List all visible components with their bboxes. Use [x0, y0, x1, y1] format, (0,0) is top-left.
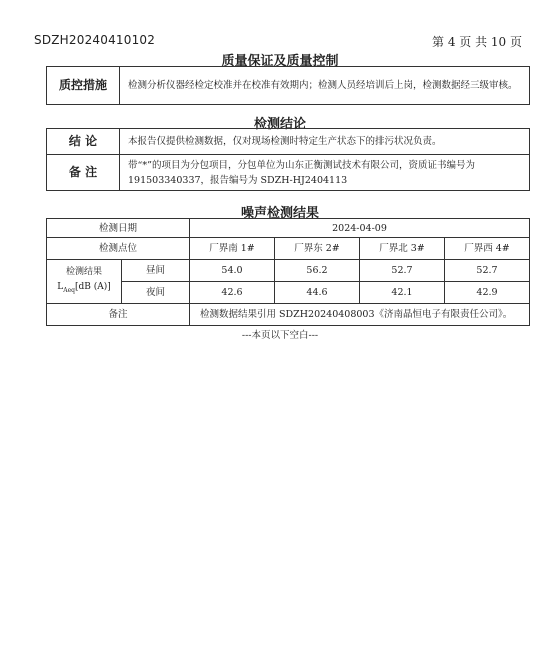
night-value-3: 42.1 — [360, 282, 445, 304]
noise-remark-label: 备注 — [47, 304, 190, 326]
result-label-main: 检测结果 — [65, 267, 102, 278]
night-value-2: 44.6 — [275, 282, 360, 304]
qa-table — [46, 66, 530, 105]
end-of-page-note: ---本页以下空白--- — [241, 330, 319, 341]
qa-label: 质控措施 — [47, 67, 120, 105]
night-value-4: 42.9 — [445, 282, 530, 304]
point-label: 检测点位 — [47, 238, 190, 260]
noise-section-title: 噪声检测结果 — [240, 206, 319, 221]
result-label-L: L — [57, 282, 64, 293]
result-label — [47, 260, 122, 304]
page-info: 第 4 页 共 10 页 — [432, 35, 522, 49]
remark-text: 带“*”的项目为分包项目，分包单位为山东正衡测试技术有限公司，资质证书编号为191503340337，报告编号为 SDZH-HJ2404113 — [120, 155, 530, 191]
noise-remark-text: 检测数据结果引用 SDZH20240408003《济南晶恒电子有限责任公司》。 — [190, 304, 530, 326]
result-label-sub: Aeq — [63, 286, 75, 294]
day-value-3: 52.7 — [360, 260, 445, 282]
qa-section-title: 质量保证及质量控制 — [221, 54, 339, 69]
conclusion-label: 结 论 — [47, 129, 120, 155]
point-3: 厂界北 3# — [360, 238, 445, 260]
conclusion-table — [46, 128, 530, 191]
day-label: 昼间 — [122, 260, 190, 282]
point-4: 厂界西 4# — [445, 238, 530, 260]
conclusion-text: 本报告仅提供检测数据，仅对现场检测时特定生产状态下的排污状况负责。 — [120, 129, 530, 155]
night-value-1: 42.6 — [190, 282, 275, 304]
date-value: 2024-04-09 — [190, 219, 530, 238]
day-value-4: 52.7 — [445, 260, 530, 282]
noise-table — [46, 218, 530, 326]
qa-text: 检测分析仪器经检定校准并在校准有效期内；检测人员经培训后上岗，检测数据经三级审核。 — [120, 67, 530, 105]
date-label: 检测日期 — [47, 219, 190, 238]
point-2: 厂界东 2# — [275, 238, 360, 260]
remark-label: 备 注 — [47, 155, 120, 191]
report-number: SDZH20240410102 — [34, 33, 156, 47]
point-1: 厂界南 1# — [190, 238, 275, 260]
result-label-unit-line — [48, 280, 120, 298]
result-label-unit: [dB (A)] — [74, 282, 111, 293]
conclusion-section-title: 检测结论 — [253, 117, 306, 132]
night-label: 夜间 — [122, 282, 190, 304]
day-value-2: 56.2 — [275, 260, 360, 282]
day-value-1: 54.0 — [190, 260, 275, 282]
